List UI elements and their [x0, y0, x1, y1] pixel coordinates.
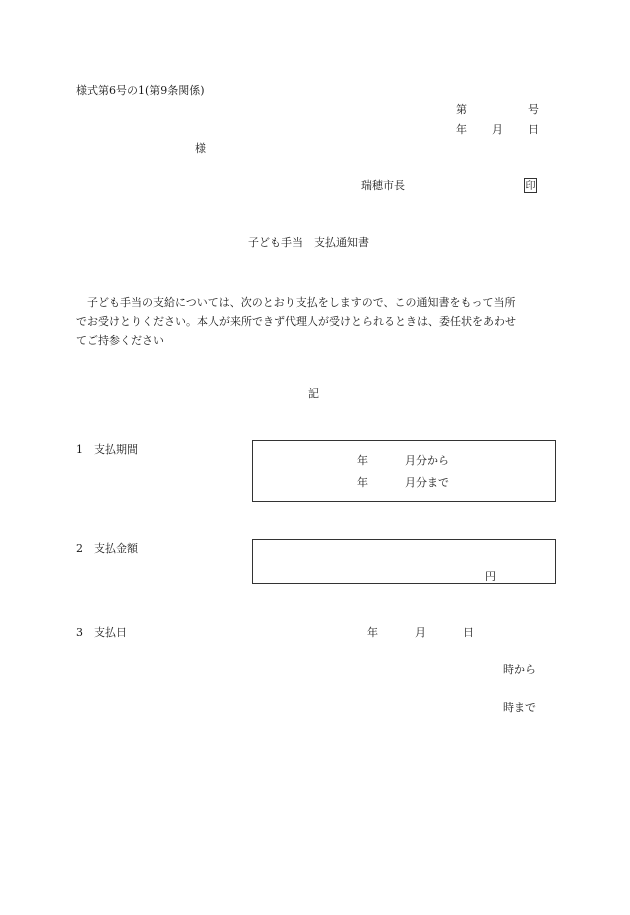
- body-line-1: 子ども手当の支給については、次のとおり支払をしますので、この通知書をもって当所: [87, 296, 516, 309]
- date-year: 年: [456, 123, 467, 136]
- date-day: 日: [528, 123, 539, 136]
- issuer: 瑞穂市長: [361, 179, 405, 192]
- period-label: 1 支払期間: [76, 443, 138, 456]
- paydate-year: 年: [367, 626, 378, 639]
- number-prefix: 第: [456, 103, 467, 116]
- form-id: 様式第6号の1(第9条関係): [76, 84, 205, 97]
- body-line-3: てご持参ください: [76, 334, 164, 347]
- paydate-day: 日: [463, 626, 474, 639]
- amount-unit: 円: [485, 570, 496, 583]
- date-month: 月: [492, 123, 503, 136]
- document-title: 子ども手当 支払通知書: [248, 236, 369, 249]
- period-from-year: 年: [357, 454, 368, 467]
- period-to-month: 月分まで: [405, 476, 449, 489]
- notice-body: [76, 293, 556, 350]
- period-to-year: 年: [357, 476, 368, 489]
- ki-heading: 記: [308, 387, 319, 400]
- number-suffix: 号: [528, 103, 539, 116]
- paydate-time-from: 時から: [503, 663, 536, 676]
- amount-label: 2 支払金額: [76, 542, 138, 555]
- paydate-time-to: 時まで: [503, 701, 536, 714]
- period-from-month: 月分から: [405, 454, 449, 467]
- body-line-2: でお受けとりください。本人が来所できず代理人が受けとられるときは、委任状をあわせ: [76, 315, 516, 328]
- seal-mark: 印: [524, 178, 537, 193]
- period-box: [252, 440, 556, 502]
- amount-box: [252, 539, 556, 584]
- paydate-month: 月: [415, 626, 426, 639]
- recipient-suffix: 様: [195, 142, 206, 155]
- paydate-label: 3 支払日: [76, 626, 127, 639]
